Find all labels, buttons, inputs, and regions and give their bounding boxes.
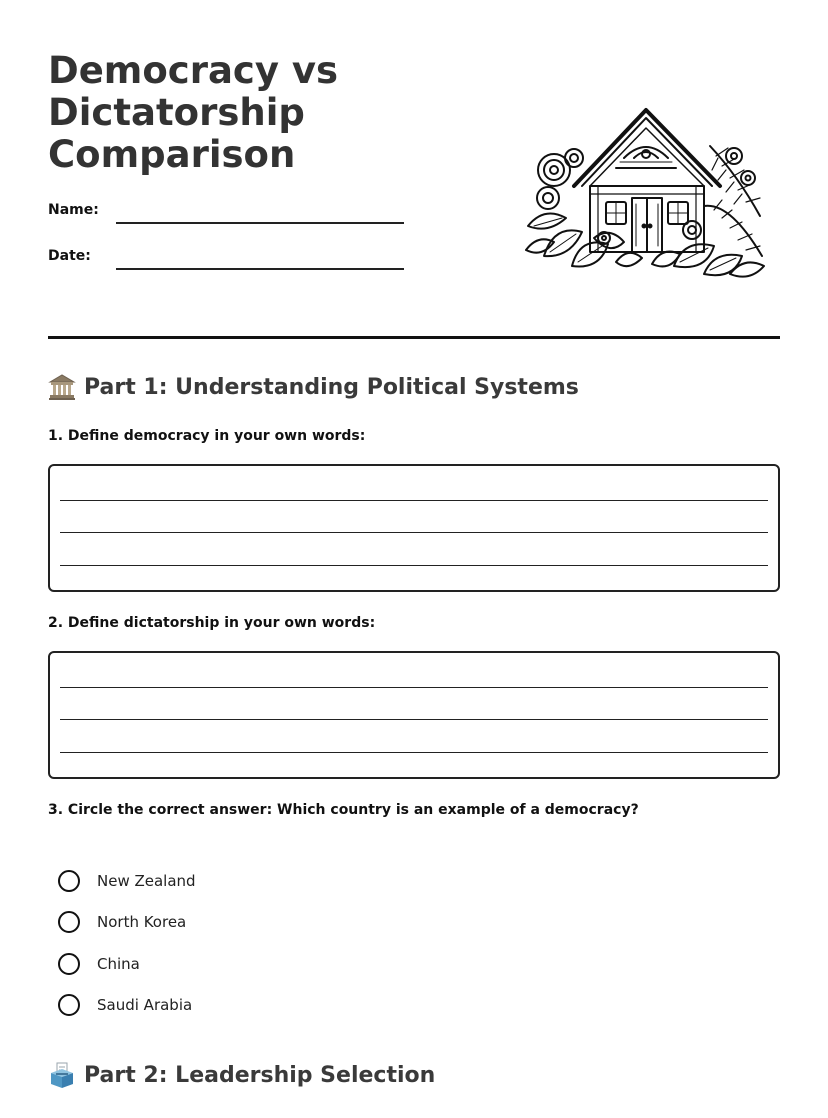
classical-building-icon [48,373,76,401]
part1-heading-text: Part 1: Understanding Political Systems [84,374,579,400]
date-label: Date: [48,248,91,264]
house-with-flowers-icon [524,106,768,280]
date-field[interactable] [116,268,404,270]
question-1: 1. Define democracy in your own words: [48,428,366,444]
option-saudi-arabia[interactable] [58,985,458,1027]
title-line-1: Democracy vs [48,49,339,92]
answer-line [60,565,768,566]
header-divider [48,336,780,339]
answer-line [60,532,768,533]
answer-line [60,719,768,720]
radio-circle[interactable] [58,870,80,892]
part2-heading-text: Part 2: Leadership Selection [84,1062,436,1088]
radio-circle[interactable] [58,953,80,975]
part2-heading [48,1061,435,1089]
answer-box-democracy[interactable] [48,464,780,592]
title-line-3: Comparison [48,133,296,176]
name-label: Name: [48,202,99,218]
name-field[interactable] [116,222,404,224]
answer-line [60,500,768,501]
option-new-zealand[interactable] [58,860,458,902]
answer-line [60,752,768,753]
option-label: Saudi Arabia [97,996,193,1015]
question-2: 2. Define dictatorship in your own words: [48,615,376,631]
worksheet-page [48,0,780,1118]
title-line-2: Dictatorship [48,91,305,134]
worksheet-header [48,50,780,290]
question-3: 3. Circle the correct answer: Which country is an example of a democracy? [48,802,639,818]
date-field-row [48,246,408,276]
option-north-korea[interactable] [58,902,458,944]
part1-heading [48,373,579,401]
name-field-row [48,200,408,230]
worksheet-title [48,50,468,176]
answer-line [60,687,768,688]
option-label: New Zealand [97,871,196,890]
radio-circle[interactable] [58,994,80,1016]
option-label: North Korea [97,913,187,932]
option-label: China [97,954,140,973]
option-china[interactable] [58,943,458,985]
answer-box-dictatorship[interactable] [48,651,780,779]
radio-circle[interactable] [58,911,80,933]
ballot-box-icon [48,1061,76,1089]
answer-options [58,860,458,1026]
